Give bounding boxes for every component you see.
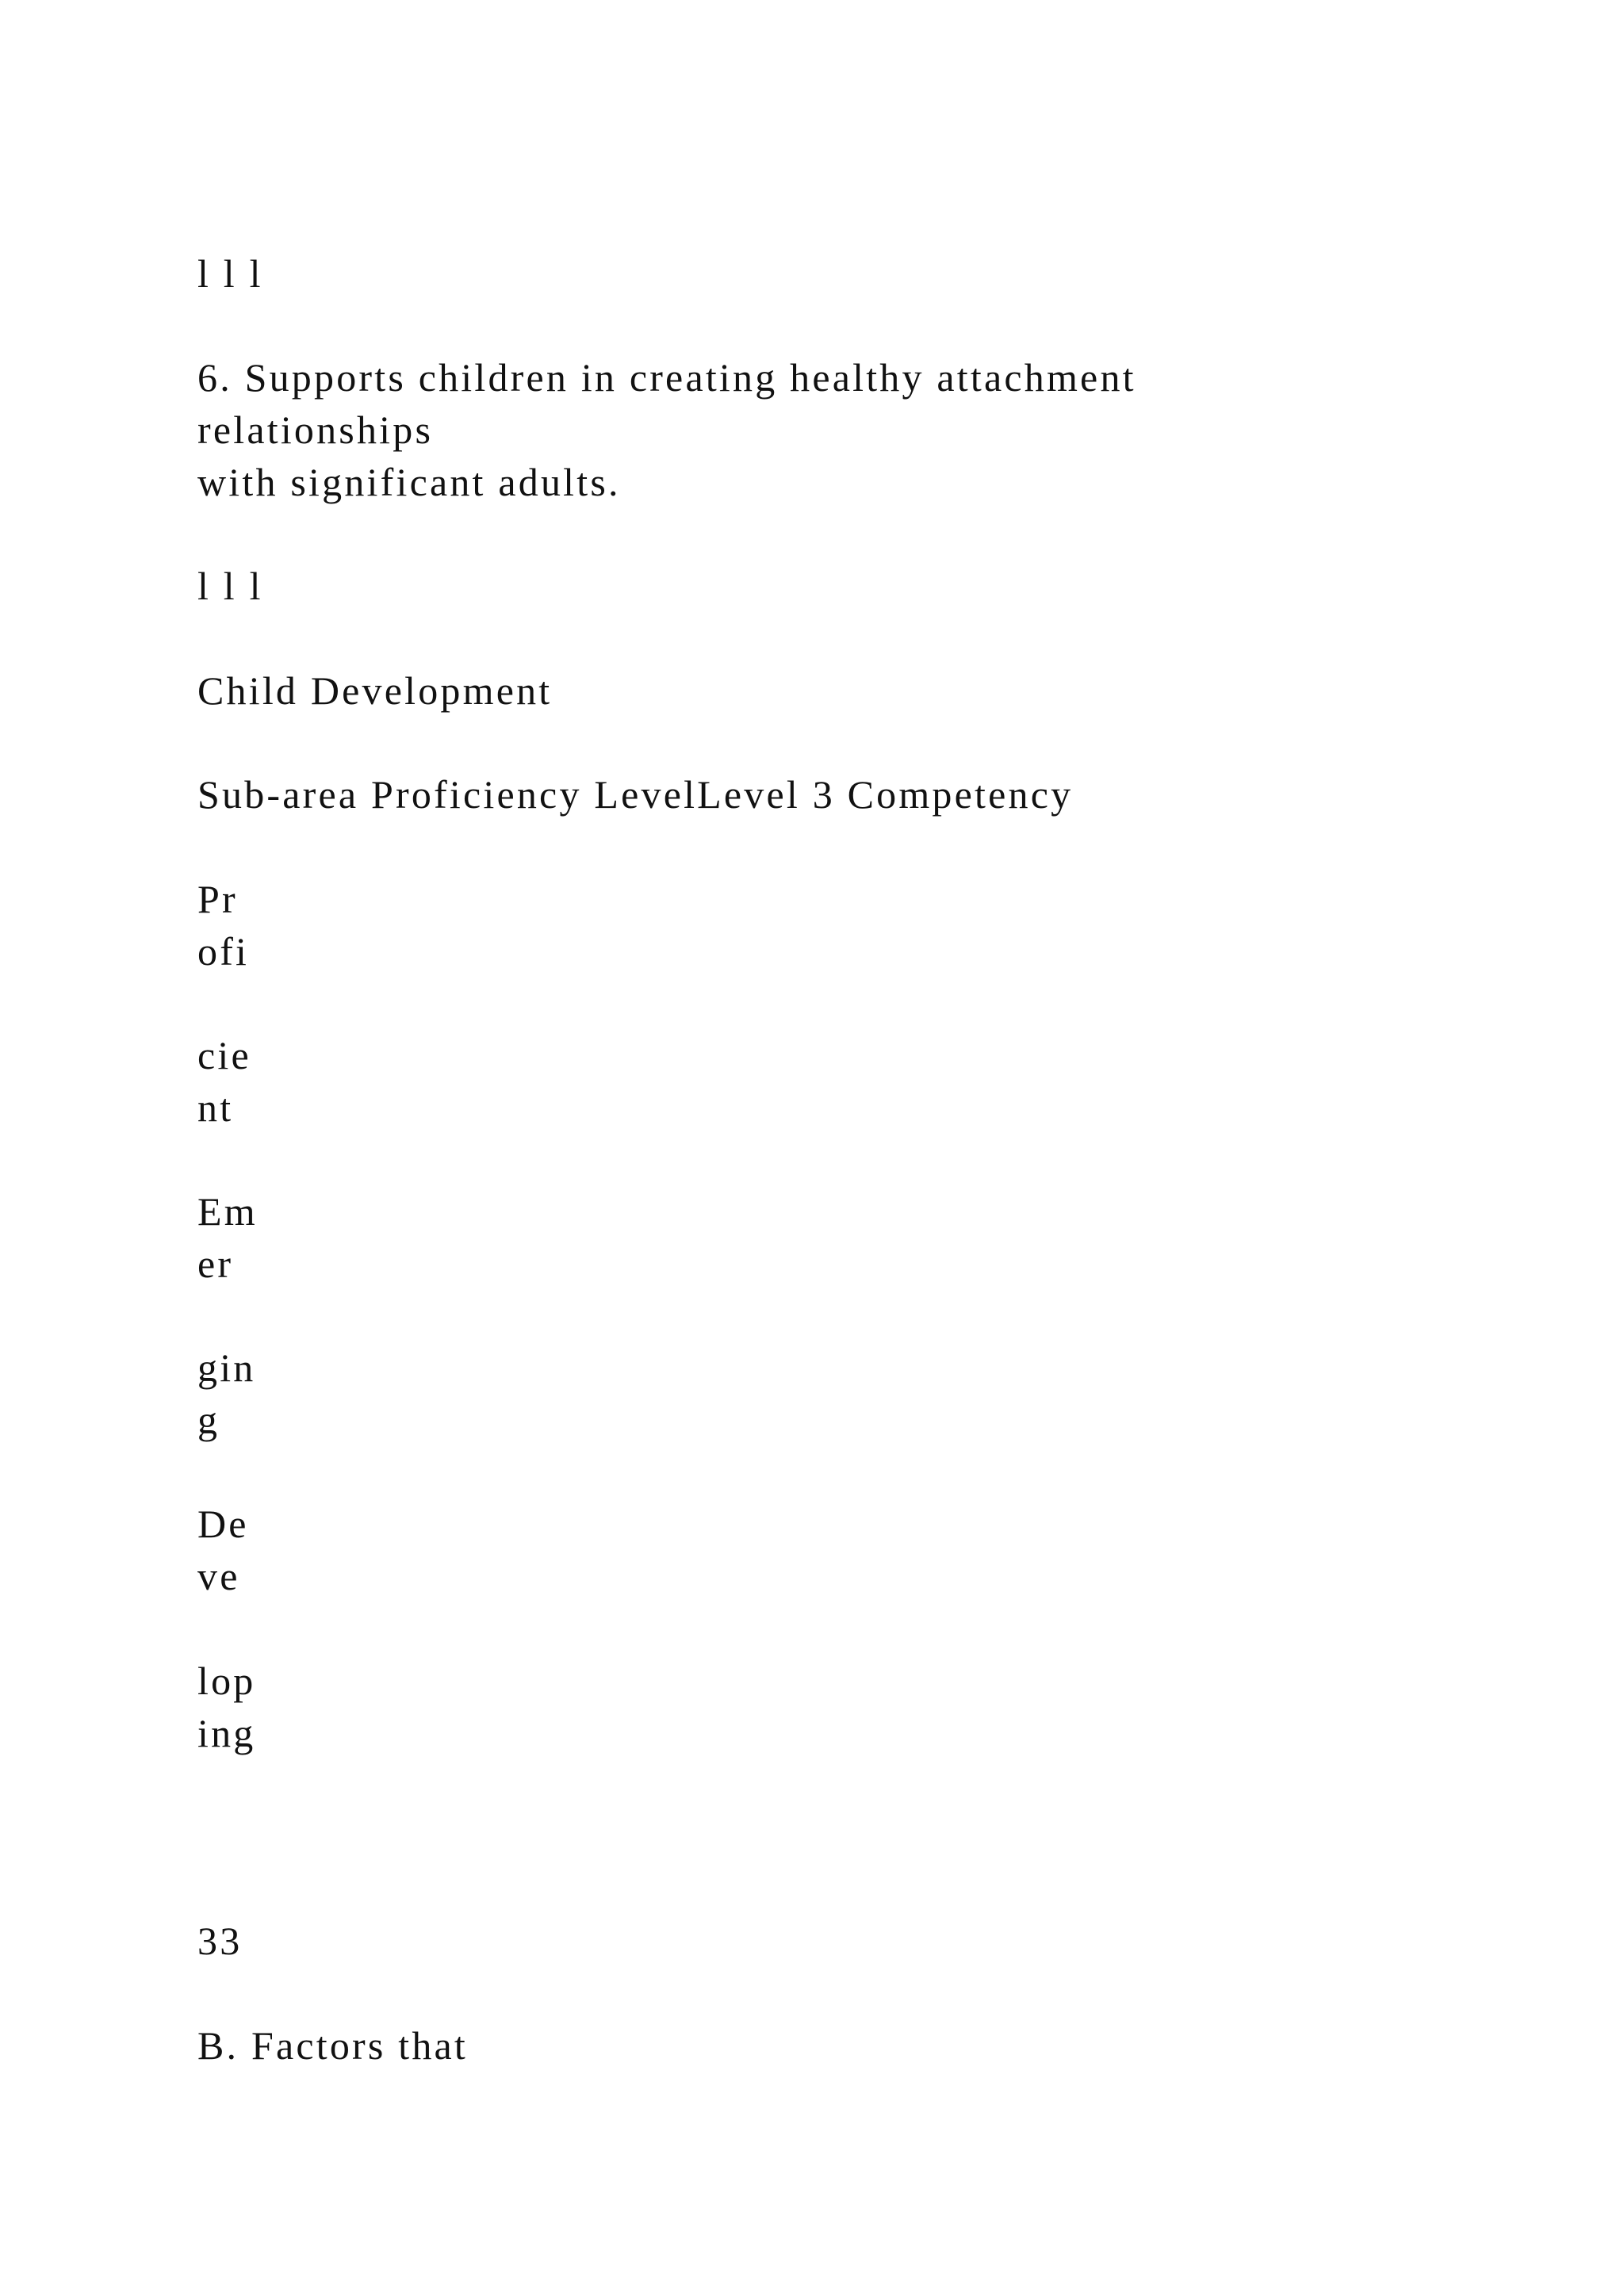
emerging-label-fragment: gin [197,1345,256,1390]
developing-label-fragment: lop [197,1659,256,1703]
emerging-label-fragment: g [197,1398,220,1442]
section-title: Child Development [197,668,553,713]
table-header: Sub-area Proficiency LevelLevel 3 Competency [197,772,1074,817]
bullet-marks: l l l [197,251,263,296]
proficiency-label-fragment: Pr [197,877,238,921]
developing-label-fragment: De [197,1502,249,1546]
proficiency-label-fragment: nt [197,1085,234,1130]
proficiency-label-fragment: cie [197,1033,251,1077]
bullet-marks: l l l [197,564,263,608]
emerging-label-fragment: Em [197,1189,258,1234]
page-number: 33 [197,1919,243,1963]
proficiency-label-fragment: ofi [197,929,250,974]
emerging-label-fragment: er [197,1242,234,1286]
developing-label-fragment: ve [197,1554,240,1598]
developing-label-fragment: ing [197,1711,256,1755]
competency-item-6-line-2: relationships [197,408,434,452]
competency-item-6-line-1: 6. Supports children in creating healthy attachment [197,355,1136,400]
section-heading: B. Factors that [197,2023,469,2068]
competency-item-6-line-3: with significant adults. [197,460,621,504]
